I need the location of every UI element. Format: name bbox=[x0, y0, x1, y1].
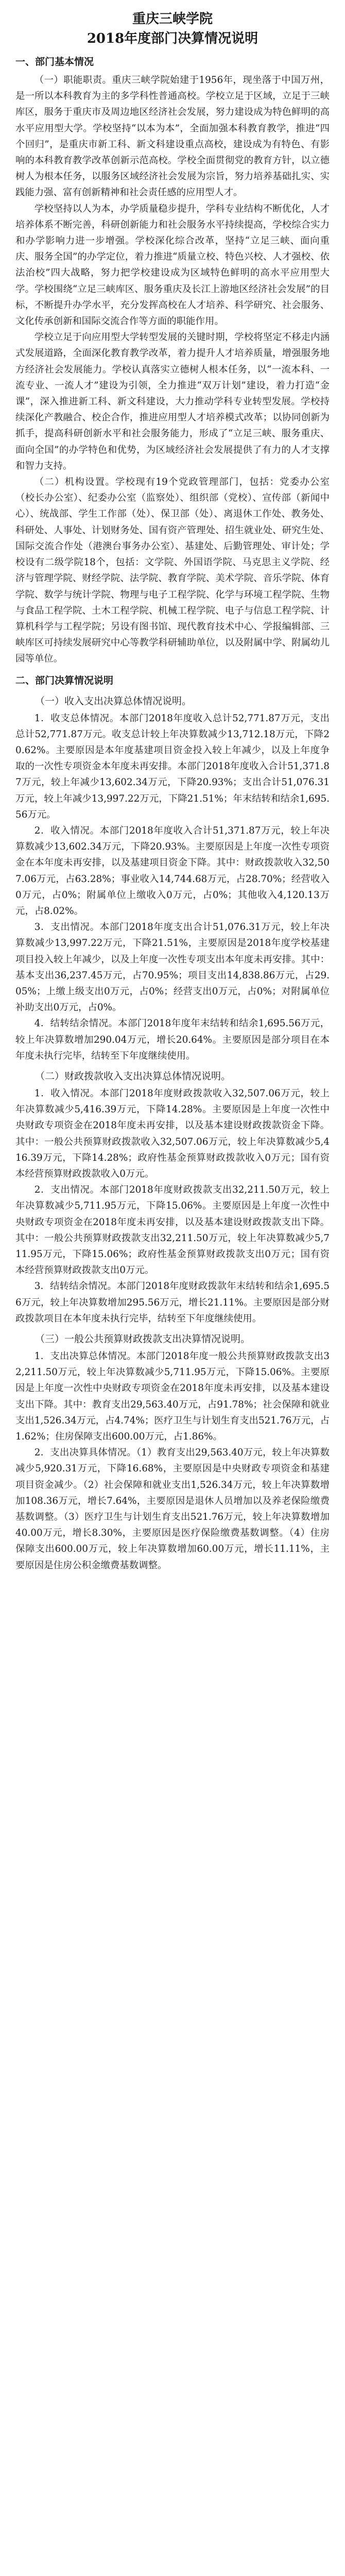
paragraph: 3．结转结余情况。本部门2018年度财政拨款年末结转和结余1,695.56万元，较上年决算数增加295.56万元，增长21.11%。主要原因是部分财政拨款项目在本年度未执行完毕，结转至下年度继续使用。 bbox=[15, 1281, 330, 1324]
title-line-2: 2018年度部门决算情况说明 bbox=[87, 31, 258, 46]
subsection-heading: （三）一般公共预算财政拨款支出决算情况说明。 bbox=[35, 1333, 251, 1345]
paragraph: 4．结转结余情况。本部门2018年度年末结转和结余1,695.56万元，较上年决算数增加290.04万元，增长20.64%。主要原因是部分项目在本年度未执行完毕，结转至下年度继续使用。 bbox=[15, 1018, 330, 1061]
paragraph: 2．支出决算具体情况。（1）教育支出29,563.40万元，较上年决算数减少5,920.31万元，下降16.68%，主要原因是中央财政专项资金和基建项目资金减少。（2）社会保障和就业支出1,526.34万元，较上年决算数增加108.36万元，增长7.64%，主要原因是退休人员增加以及养老保险缴费基数调整。（3）医疗卫生与计划生育支出521.76万元，较上年决算数增加40.00万元，增长8.30%，主要原因是医疗保险缴费基数调整。（4）住房保障支出600.00万元，较上年决算数增加60.00万元，增长11.11%，主要原因是住房公积金缴费基数调整。 bbox=[15, 1447, 330, 1571]
paragraph: 2．收入情况。本部门2018年度收入合计51,371.87万元，较上年决算数减少13,602.34万元，下降20.93%。主要原因是上年度一次性专项资金在本年度未再安排，以及基建项目资金下降。其中：财政拨款收入32,507.06万元，占63.28%；事业收入14,744.68万元，占28.70%；经营收入0万元，占0%；附属单位上缴收入0万元，占0%；其他收入4,120.13万元，占8.02%。 bbox=[15, 825, 330, 917]
paragraph: 学校立足于向应用型大学转型发展的关键时期，学校将坚定不移走内涵式发展道路，全面深化教育教学改革，着力提升人才培养质量，增强服务地方经济社会发展能力。学校认真落实立德树人根本任务，以“一流本科、一流专业、一流人才”建设为引领，全力推进“双万计划”建设，着力打造“金课”，深入推进新工科、新文科建设，大力推动学科专业转型发展。学校持续深化产教融合、校企合作，推进应用型人才培养模式改革；以协同创新为抓手，提高科研创新水平和社会服务能力，形成了“立足三峡、服务重庆、面向全国”的办学特色和优势，为区域经济社会发展提供了有力的人才支撑和智力支持。 bbox=[15, 332, 330, 471]
paragraph: 3．支出情况。本部门2018年度支出合计51,076.31万元，较上年决算数减少13,997.22万元，下降21.51%，主要原因是2018年度学校基建项目投入较上年减少，以及上年度一次性专项支出本年度未再安排。其中：基本支出36,237.45万元，占70.95%；项目支出14,838.86万元，占29.05%；上缴上级支出0万元，占0%；经营支出0万元，占0%；对附属单位补助支出0万元，占0%。 bbox=[15, 922, 330, 1013]
paragraph: （二）机构设置。学校现有19个党政管理部门，包括：党委办公室（校长办公室）、纪委办公室（监察处）、组织部（党校）、宣传部（新闻中心）、统战部、学生工作部（处）、保卫部（处）、离退休工作处、教务处、科研处、人事处、计划财务处、国有资产管理处、招生就业处、研究生处、国际交流合作处（港澳台事务办公室）、基建处、后勤管理处、审计处；学校设有二级学院18个，包括：文学院、外国语学院、马克思主义学院、经济与管理学院、财经学院、法学院、教育学院、美术学院、音乐学院、体育学院、数学与统计学院、物理与电子工程学院、化学与环境工程学院、生物与食品工程学院、土木工程学院、机械工程学院、电子与信息工程学院、计算机科学与工程学院；另设有图书馆、现代教育技术中心、学报编辑部、三峡库区可持续发展研究中心等教学科研辅助单位，以及附属中学、附属幼儿园等单位。 bbox=[15, 477, 330, 665]
title-line-1: 重庆三峡学院 bbox=[132, 11, 213, 27]
paragraph: 2．支出情况。本部门2018年度财政拨款支出32,211.50万元，较上年决算数减少5,711.95万元，下降15.06%。主要原因是上年度一次性中央财政专项资金在2018年度未再安排，以及基本建设财政拨款支出下降。其中：一般公共预算财政拨款支出32,211.50万元，较上年决算数减少5,711.95万元，下降15.06%；政府性基金预算财政拨款支出0万元；国有资本经营预算财政拨款支出0万元。 bbox=[15, 1184, 330, 1276]
subsection-heading: （一）收入支出决算总体情况说明。 bbox=[35, 695, 192, 707]
paragraph: （一）职能职责。重庆三峡学院始建于1956年，现坐落于中国万州，是一所以本科教育为主的多学科性普通高校。学校立足于区域，立足于三峡库区，服务于重庆市及周边地区经济社会发展，努力建设成为特色鲜明的高水平应用型大学。学校坚持“以本为本”，全面加强本科教育教学，推进“四个回归”，是重庆市新工科、新文科建设重点高校，建设成为有特色、有影响的本科教育教学改革创新示范高校。学校全面贯彻党的教育方针，以立德树人为根本任务，以服务区域经济社会发展为宗旨，努力培养基础扎实、实践能力强、富有创新精神和社会责任感的应用型人才。 bbox=[15, 75, 330, 198]
paragraph: 1．收入情况。本部门2018年度财政拨款收入32,507.06万元，较上年决算数减少5,416.39万元，下降14.28%。主要原因是上年度一次性中央财政专项资金在2018年度未再安排，以及基本建设财政拨款资金下降。其中：一般公共预算财政拨款收入32,507.06万元，较上年决算数减少5,416.39万元，下降14.28%；政府性基金预算财政拨款收入0万元；国有资本经营预算财政拨款收入0万元。 bbox=[15, 1088, 330, 1179]
subsection-heading: （二）财政拨款收入支出决算总体情况说明。 bbox=[35, 1070, 231, 1082]
document-title bbox=[15, 9, 330, 48]
paragraph: 1．收支总体情况。本部门2018年度收入总计52,771.87万元，支出总计52,771.87万元。收支总计较上年决算数减少13,712.18万元，下降20.62%。主要原因是本年度基建项目资金投入较上年减少，以及上年度争取的一次性专项资金本年度未再安排。本部门2018年度收入合计51,371.87万元，较上年减少13,602.34万元，下降20.93%；支出合计51,076.31万元，较上年减少13,997.22万元，下降21.51%；年末结转和结余1,695.56万元。 bbox=[15, 713, 330, 820]
section-2-heading: 二、部门决算情况说明 bbox=[15, 674, 114, 686]
paragraph: 学校坚持以人为本，办学质量稳步提升，学科专业结构不断优化，人才培养体系不断完善，科研创新能力和社会服务水平持续提高，学校综合实力和办学影响力进一步增强。学校深化综合改革，坚持“立足三峡、面向重庆、服务全国”的办学定位，着力推进“质量立校、特色兴校、人才强校、依法治校”四大战略，努力把学校建设成为区域特色鲜明的高水平应用型大学。学校围绕“立足三峡库区、服务重庆及长江上游地区经济社会发展”的目标，不断提升办学水平，充分发挥高校在人才培养、科学研究、社会服务、文化传承创新和国际交流合作等方面的职能作用。 bbox=[15, 203, 330, 327]
paragraph: 1．支出决算总体情况。本部门2018年度一般公共预算财政拨款支出32,211.50万元，较上年决算数减少5,711.95万元，下降15.06%。主要原因是上年度一次性中央财政专项资金在2018年度未再安排，以及基本建设支出下降。其中：教育支出29,563.40万元，占91.78%；社会保障和就业支出1,526.34万元，占4.74%；医疗卫生与计划生育支出521.76万元，占1.62%；住房保障支出600.00万元，占1.86%。 bbox=[15, 1351, 330, 1443]
section-1-heading: 一、部门基本情况 bbox=[15, 56, 94, 67]
